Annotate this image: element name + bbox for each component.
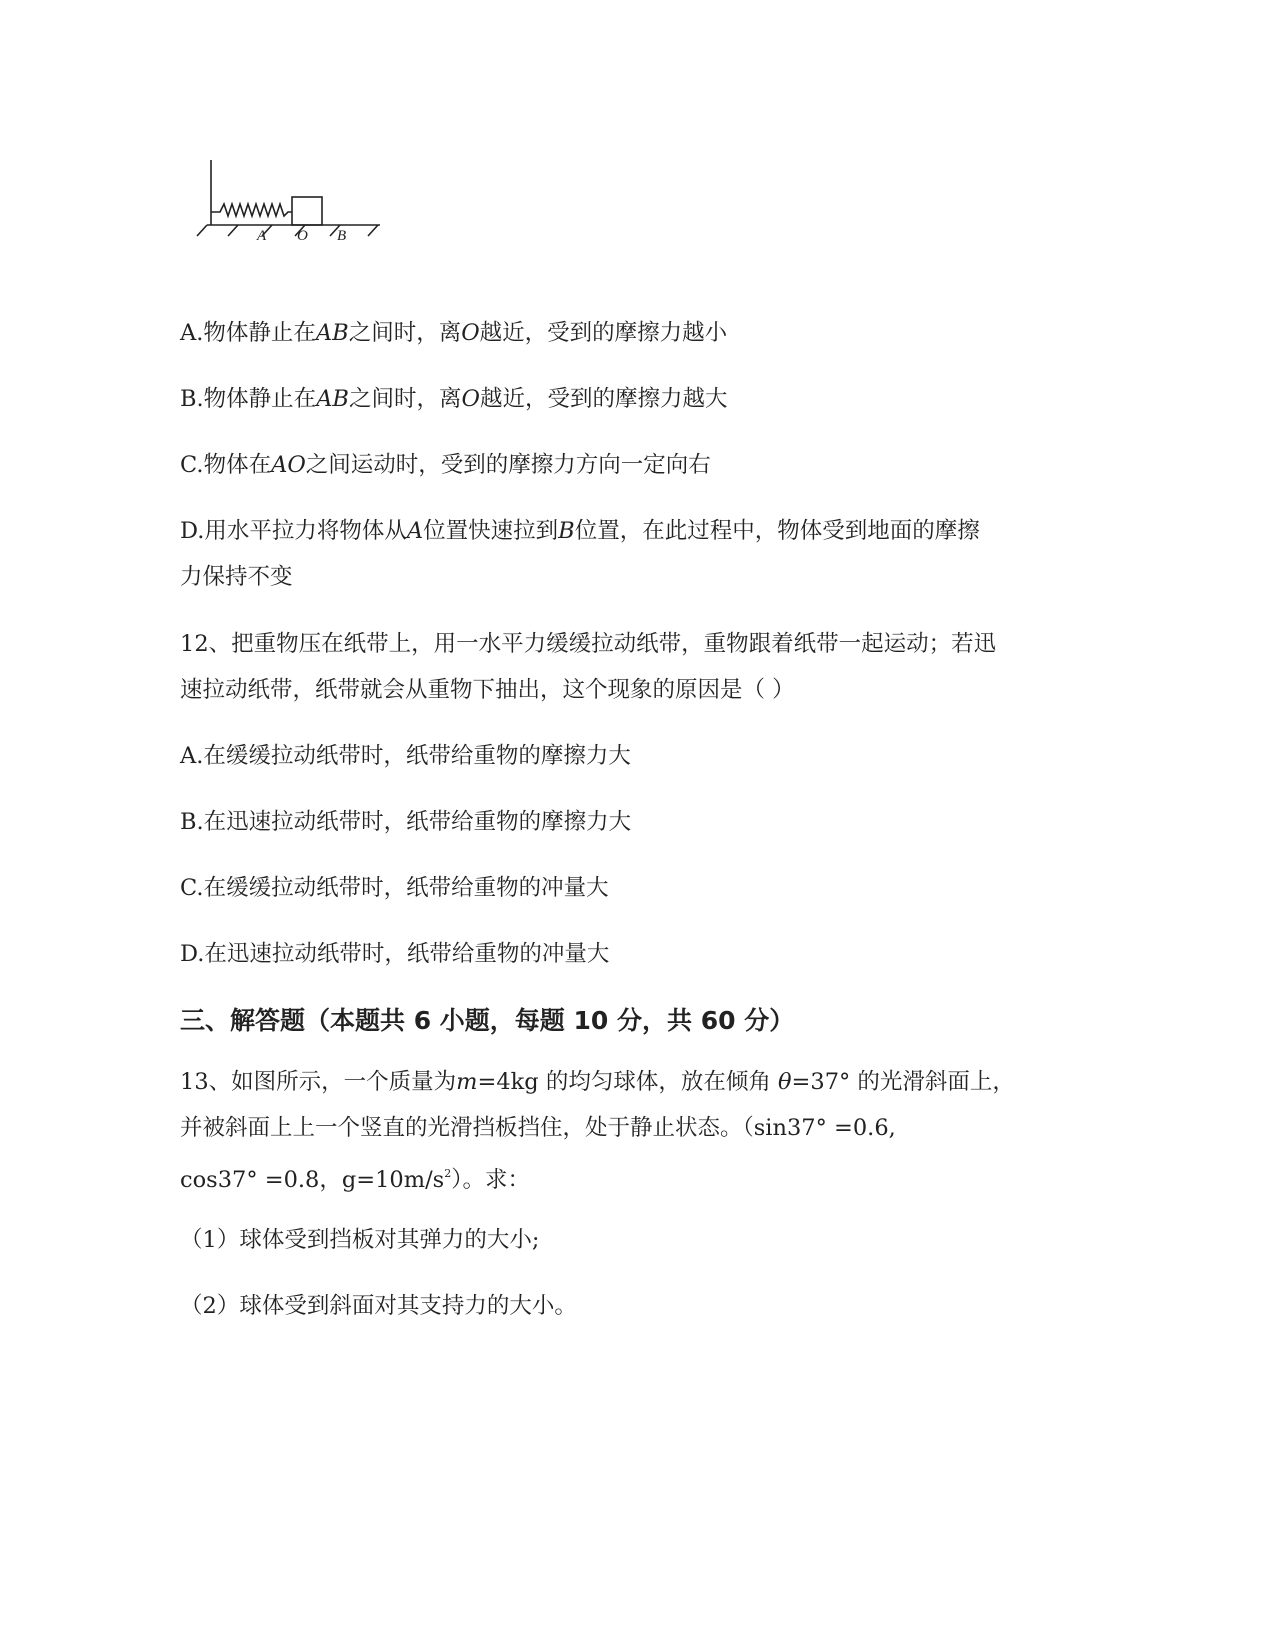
q11-option-a: A.物体静止在AB之间时，离O越近，受到的摩擦力越小 (180, 320, 728, 346)
q11-option-d: D.用水平拉力将物体从A位置快速拉到B位置，在此过程中，物体受到地面的摩擦 (180, 518, 980, 544)
label-b: B (337, 228, 347, 244)
spring (211, 204, 292, 216)
q11-option-c: C.物体在AO之间运动时，受到的摩擦力方向一定向右 (180, 452, 711, 478)
q13-stem-line3: cos37° =0.8，$g=10m/s^2$）。求： (180, 1167, 530, 1193)
block (292, 197, 322, 225)
q12-option-a: A.在缓缓拉动纸带时，纸带给重物的摩擦力大 (180, 743, 631, 769)
label-a: A (257, 228, 267, 244)
label-o: O (297, 228, 308, 244)
ground-hatch (197, 225, 207, 236)
q13-sub-question-1: （1）球体受到挡板对其弹力的大小; (180, 1227, 540, 1253)
q13-sub-question-2: （2）球体受到斜面对其支持力的大小。 (180, 1293, 577, 1319)
q11-option-b: B.物体静止在AB之间时，离O越近，受到的摩擦力越大 (180, 386, 728, 412)
q12-option-c: C.在缓缓拉动纸带时，纸带给重物的冲量大 (180, 875, 609, 901)
ground-hatch (228, 225, 238, 236)
q12-option-d: D.在迅速拉动纸带时，纸带给重物的冲量大 (180, 941, 610, 967)
section-heading: 三、解答题（本题共 6 小题，每题 10 分，共 60 分） (180, 1006, 795, 1035)
q12-stem-line2: 速拉动纸带，纸带就会从重物下抽出，这个现象的原因是（ ） (180, 677, 795, 703)
q12-stem-line1: 12、把重物压在纸带上，用一水平力缓缓拉动纸带，重物跟着纸带一起运动；若迅 (180, 631, 997, 657)
q13-stem-line1: 13、如图所示，一个质量为m=4kg 的均匀球体，放在倾角 θ=37° 的光滑斜面上， (180, 1069, 1015, 1095)
ground-hatch (368, 225, 378, 236)
spring-block-diagram (190, 150, 400, 250)
q11-option-d-cont: 力保持不变 (180, 564, 293, 590)
q13-stem-line2: 并被斜面上上一个竖直的光滑挡板挡住，处于静止状态。（sin37° =0.6, (180, 1115, 896, 1141)
q12-option-b: B.在迅速拉动纸带时，纸带给重物的摩擦力大 (180, 809, 632, 835)
